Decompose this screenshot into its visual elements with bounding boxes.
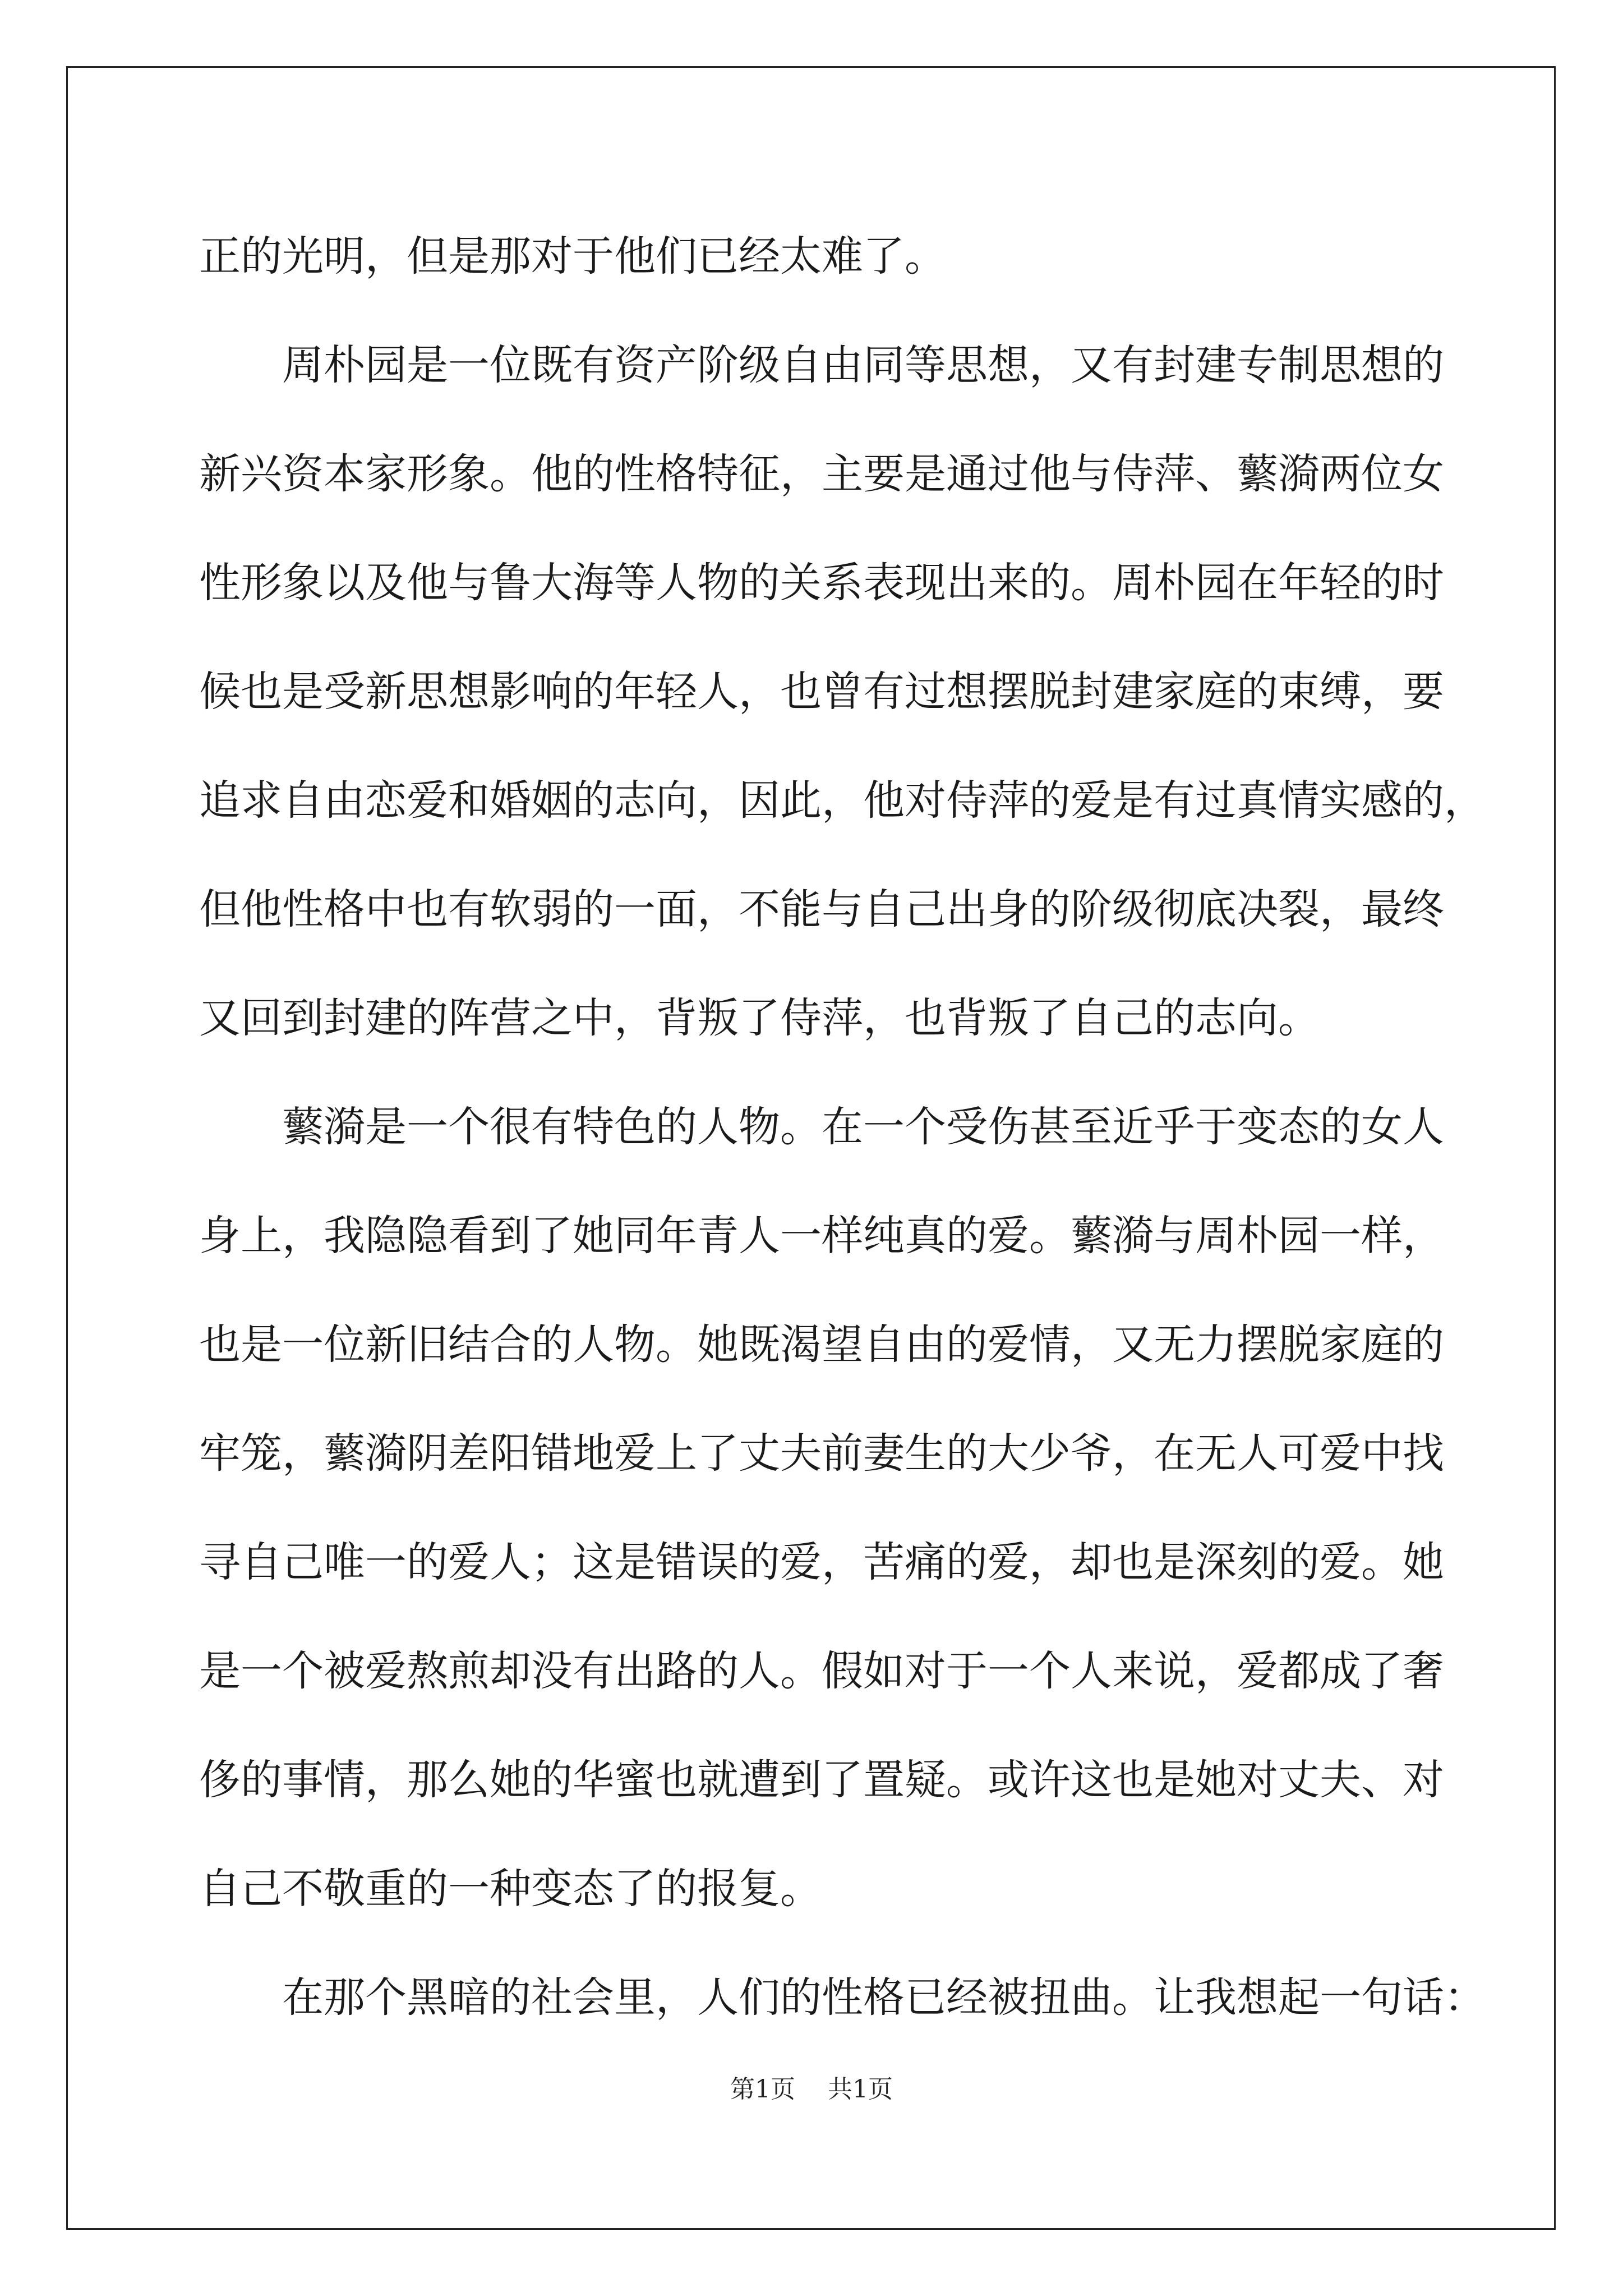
page-number: 第1页 [730, 2075, 795, 2104]
paragraph-line: 性形象以及他与鲁大海等人物的关系表现出来的。周朴园在年轻的时 [199, 559, 1444, 607]
paragraph-line: 也是一位新旧结合的人物。她既渴望自由的爱情，又无力摆脱家庭的 [199, 1320, 1444, 1369]
paragraph-line: 侈的事情，那么她的华蜜也就遭到了置疑。或许这也是她对丈夫、对 [199, 1756, 1444, 1804]
paragraph-line: 寻自己唯一的爱人；这是错误的爱，苦痛的爱，却也是深刻的爱。她 [199, 1538, 1444, 1586]
paragraph-line: 新兴资本家形象。他的性格特征，主要是通过他与侍萍、蘩漪两位女 [199, 450, 1444, 498]
paragraph-line: 是一个被爱熬煎却没有出路的人。假如对于一个人来说，爱都成了奢 [199, 1647, 1444, 1695]
paragraph-line: 周朴园是一位既有资产阶级自由同等思想，又有封建专制思想的 [282, 341, 1444, 389]
paragraph-line: 在那个黑暗的社会里，人们的性格已经被扭曲。让我想起一句话： [282, 1973, 1486, 2022]
paragraph-line: 追求自由恋爱和婚姻的志向，因此，他对侍萍的爱是有过真情实感的， [199, 776, 1486, 825]
paragraph-line: 又回到封建的阵营之中，背叛了侍萍，也背叛了自己的志向。 [199, 994, 1320, 1042]
paragraph-line: 牢笼，蘩漪阴差阳错地爱上了丈夫前妻生的大少爷，在无人可爱中找 [199, 1429, 1444, 1478]
paragraph-line: 自己不敬重的一种变态了的报复。 [199, 1865, 822, 1913]
paragraph-line: 但他性格中也有软弱的一面，不能与自己出身的阶级彻底决裂，最终 [199, 885, 1444, 933]
document-body [199, 202, 1486, 2052]
total-pages: 共1页 [828, 2075, 893, 2104]
paragraph-line: 正的光明，但是那对于他们已经太难了。 [199, 232, 946, 280]
paragraph-line: 候也是受新思想影响的年轻人，也曾有过想摆脱封建家庭的束缚，要 [199, 668, 1444, 716]
paragraph-line: 身上，我隐隐看到了她同年青人一样纯真的爱。蘩漪与周朴园一样， [199, 1212, 1444, 1260]
page-footer [0, 2073, 1623, 2106]
paragraph-line: 蘩漪是一个很有特色的人物。在一个受伤甚至近乎于变态的女人 [282, 1103, 1444, 1151]
